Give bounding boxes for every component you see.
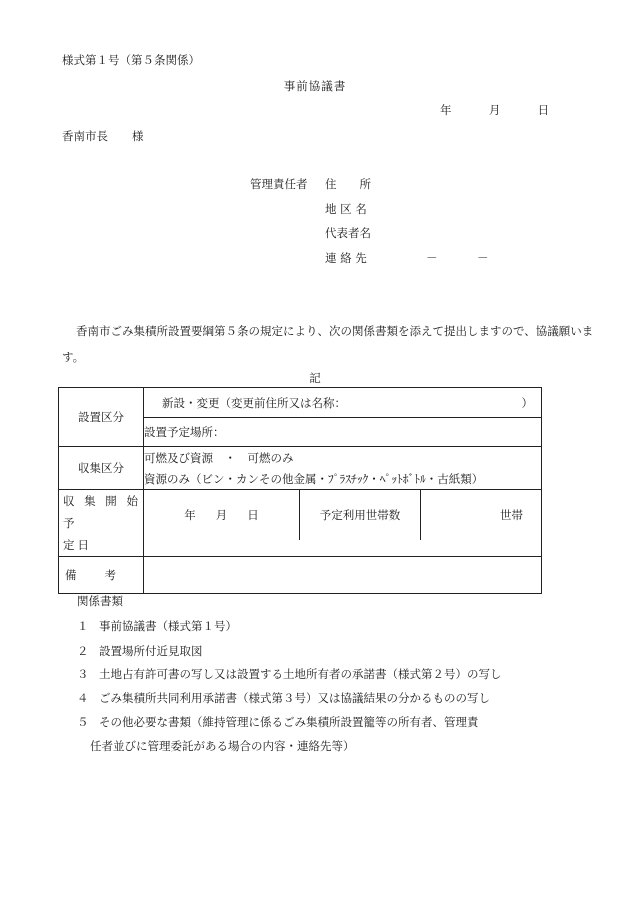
list-item-number: ３ [77,667,89,681]
date-day-label: 日 [537,103,550,117]
remarks-label [59,557,144,594]
collection-option-2[interactable]: 資源のみ（ビン・カンその他金属・ﾌﾟﾗｽﾁｯｸ・ﾍﾟｯﾄﾎﾞﾄﾙ・古紙類） [144,468,542,490]
manager-representative-label: 代表者名 [325,226,371,240]
manager-district-label: 地 区 名 [325,202,367,216]
list-item-text: その他必要な書類（維持管理に係るごみ集積所設置籠等の所有者、管理責 [99,715,479,729]
list-item-text: ごみ集積所共同利用承諾書（様式第３号）又は協議結果の分かるものの写し [99,691,490,705]
phone-dash: － [426,251,438,265]
list-item-number: ２ [77,644,89,658]
remarks-label-b: 考 [104,568,116,582]
start-month-label: 月 [215,508,228,522]
list-item [77,690,490,706]
list-item-number: ５ [77,715,89,729]
list-item-text: 事前協議書（様式第１号） [99,619,237,633]
table-row [59,490,542,557]
collection-category-label: 収集区分 [59,447,144,490]
list-item-text: 設置場所付近見取図 [99,644,203,658]
list-item-continuation: 任者並びに管理委託がある場合の内容・連絡先等） [90,739,355,753]
remarks-label-a: 備 [65,568,77,582]
document-title: 事前協議書 [283,79,347,93]
collection-option-1[interactable]: 可燃及び資源 ・ 可燃のみ [144,447,542,469]
list-item [77,714,479,730]
table-row [59,557,542,594]
phone-dash: － [477,251,489,265]
addressee-honorific: 様 [132,129,144,143]
intro-paragraph: 香南市ごみ集積所設置要綱第５条の規定により、次の関係書類を添えて提出しますので、協議願います。 [62,324,594,364]
list-item-number: １ [77,619,89,633]
date-month-label: 月 [488,103,501,117]
addressee [62,128,144,144]
list-item-text: 土地占有許可書の写し又は設置する土地所有者の承諾書（様式第２号）の写し [99,667,502,681]
date-line [440,102,549,118]
form-number: 様式第１号（第５条関係） [62,53,200,67]
households-field[interactable] [421,490,541,540]
related-docs-heading: 関係書類 [77,594,123,608]
new-change-close: ） [521,395,533,410]
start-date-label-line2: 定日 [63,538,92,552]
start-date-cell [144,490,542,557]
start-year-label: 年 [184,508,196,522]
manager-label: 管理責任者 [250,177,308,191]
households-unit: 世帯 [500,508,523,522]
list-item [77,618,237,634]
start-day-label: 日 [247,508,259,522]
table-row [59,447,542,469]
addressee-name: 香南市長 [62,129,108,143]
manager-address-label: 住 所 [325,177,371,191]
list-item-number: ４ [77,691,89,705]
remarks-field[interactable] [144,557,542,594]
start-date-label-line1: 収 集 開 始 予 [63,494,141,530]
date-year-label: 年 [440,103,452,117]
households-label: 予定利用世帯数 [300,490,421,540]
table-row [59,388,542,418]
setting-category-label: 設置区分 [59,388,144,447]
manager-contact-label: 連 絡 先 [325,251,367,265]
location-cell[interactable]: 設置予定場所： [144,418,542,447]
new-change-cell[interactable] [144,388,542,418]
start-date-field[interactable] [144,490,300,540]
list-item [77,666,502,682]
ki-heading: 記 [309,371,321,385]
new-change-text: 新設・変更（変更前住所又は名称： [162,395,346,410]
consultation-table [58,387,542,594]
start-date-label [59,490,144,557]
list-item [77,643,203,659]
